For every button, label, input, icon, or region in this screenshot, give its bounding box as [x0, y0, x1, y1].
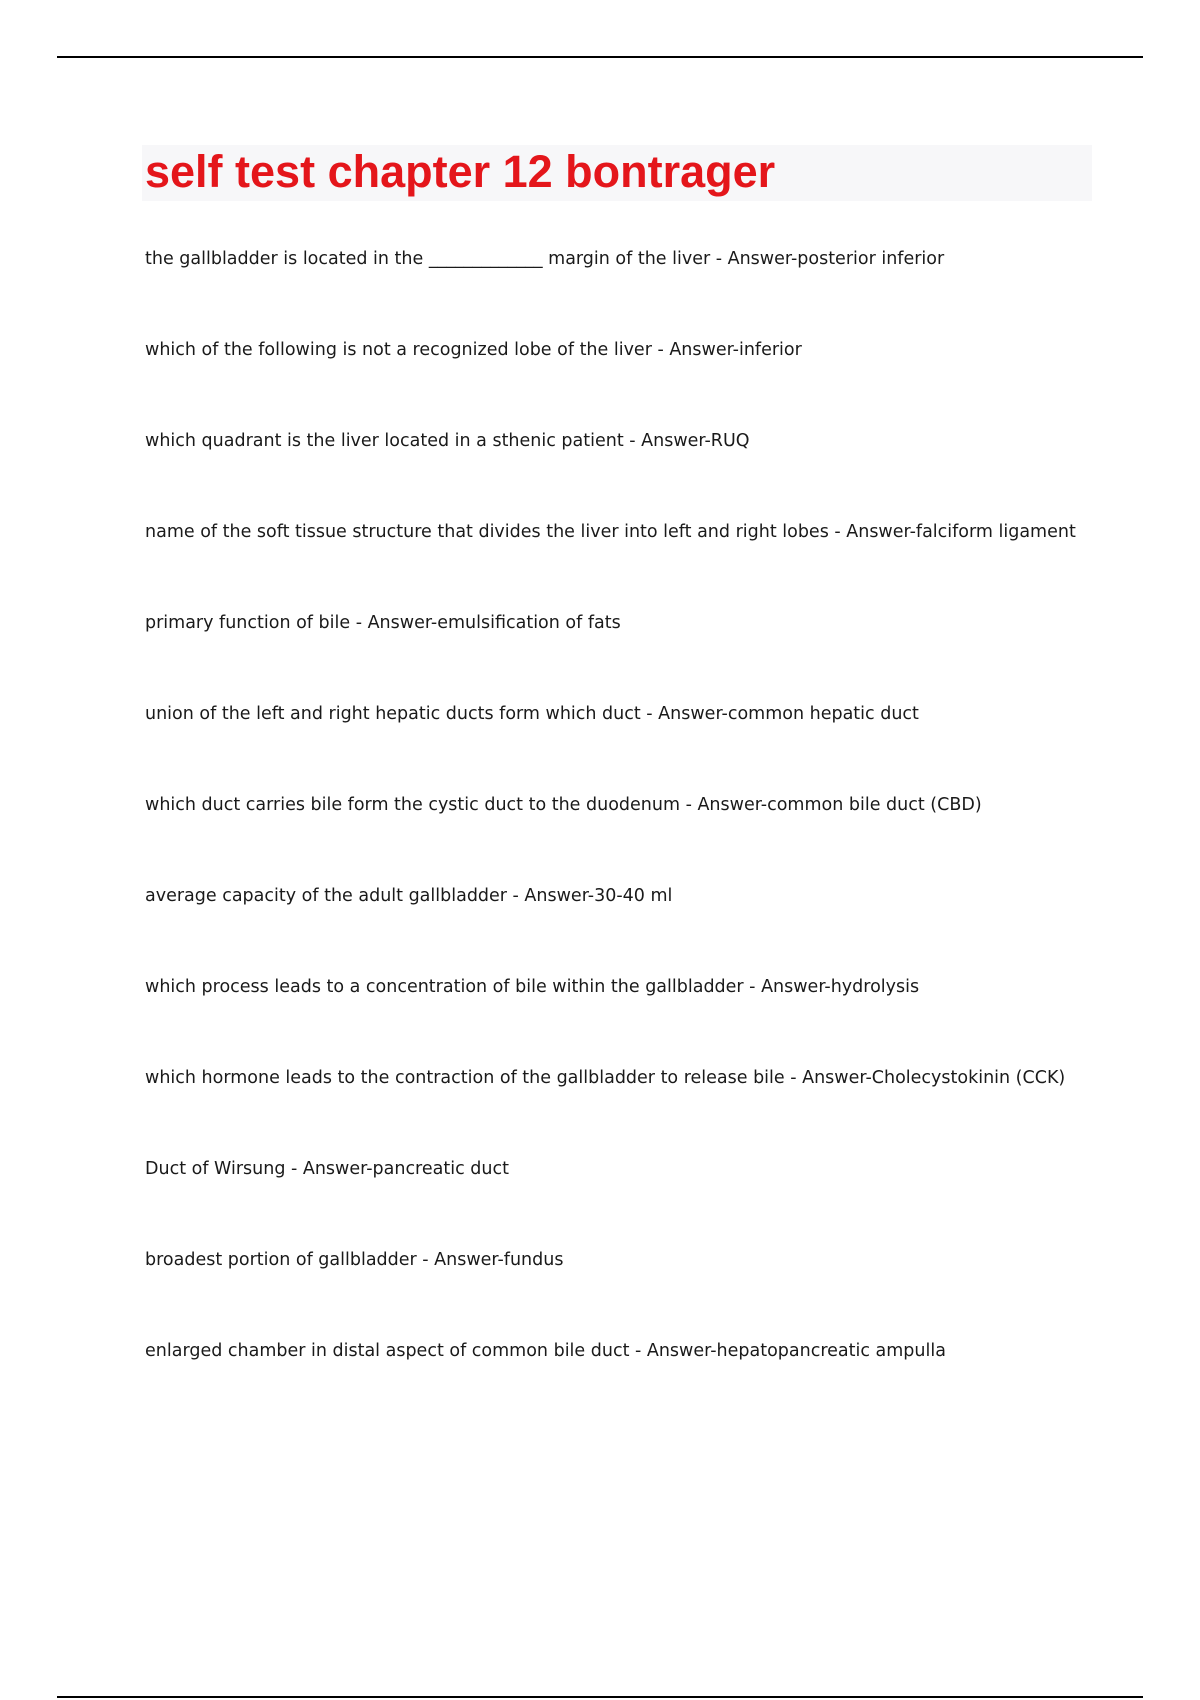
- qa-item: primary function of bile - Answer-emulsification of fats: [145, 613, 621, 633]
- qa-item: which process leads to a concentration of bile within the gallbladder - Answer-hydrolysis: [145, 977, 920, 997]
- qa-list: [145, 244, 1095, 1427]
- qa-item: which duct carries bile form the cystic duct to the duodenum - Answer-common bile duct (CBD): [145, 795, 982, 815]
- qa-item: the gallbladder is located in the _____________ margin of the liver - Answer-posterior inferior: [145, 249, 945, 269]
- qa-item: union of the left and right hepatic ducts form which duct - Answer-common hepatic duct: [145, 704, 919, 724]
- qa-item: broadest portion of gallbladder - Answer-fundus: [145, 1250, 564, 1270]
- qa-item: average capacity of the adult gallbladder - Answer-30-40 ml: [145, 886, 673, 906]
- qa-item: which hormone leads to the contraction of the gallbladder to release bile - Answer-Cholecystokinin (CCK): [145, 1068, 1066, 1088]
- qa-item: enlarged chamber in distal aspect of common bile duct - Answer-hepatopancreatic ampulla: [145, 1341, 946, 1361]
- footer-rule: [57, 1696, 1143, 1698]
- qa-item: Duct of Wirsung - Answer-pancreatic duct: [145, 1159, 509, 1179]
- header-rule: [57, 56, 1143, 58]
- document-title: self test chapter 12 bontrager: [145, 146, 776, 197]
- qa-item: which quadrant is the liver located in a sthenic patient - Answer-RUQ: [145, 431, 750, 451]
- qa-item: name of the soft tissue structure that divides the liver into left and right lobes - Answer-falciform ligament: [145, 522, 1076, 542]
- qa-item: which of the following is not a recognized lobe of the liver - Answer-inferior: [145, 340, 802, 360]
